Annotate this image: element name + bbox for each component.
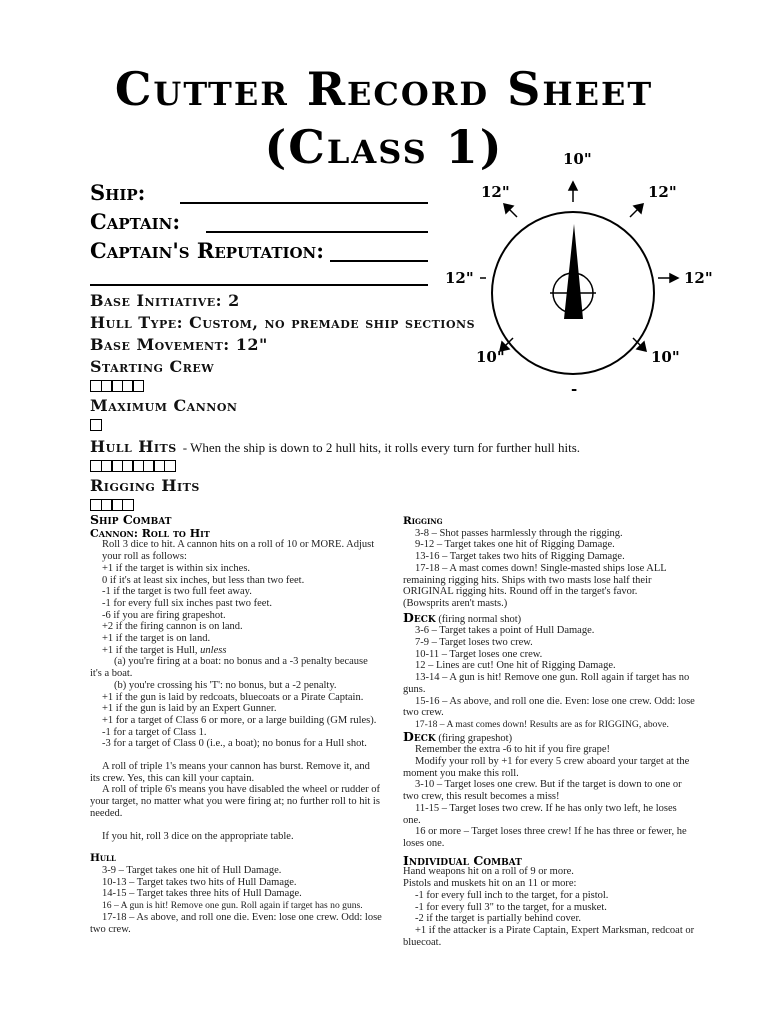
rigging-hits-label: Rigging Hits xyxy=(90,476,200,495)
modifier-line: +1 for a target of Class 6 or more, or a large building (GM rules). xyxy=(102,714,377,726)
captain-field-line[interactable] xyxy=(206,231,428,233)
starting-crew-label: Starting Crew xyxy=(90,357,215,376)
reputation-field-label: Captain's Reputation: xyxy=(90,238,325,263)
grape-result: 11-15 – Target loses two crew. If he has only two left, he loses one. xyxy=(403,802,677,826)
hull-hits-row xyxy=(90,437,580,456)
modifier-hull-line xyxy=(90,645,382,657)
deck-heading: Deck xyxy=(403,609,436,625)
deck-heading-row xyxy=(403,609,695,626)
ship-combat-heading: Ship Combat xyxy=(90,512,172,527)
compass-label-rear: - xyxy=(571,380,578,398)
modifier-line: -1 if the target is two full feet away. xyxy=(102,586,252,598)
deck-result-17-18: 17-18 – A mast comes down! Results are as for RIGGING, above. xyxy=(415,718,669,730)
grape-remember: Remember the extra -6 to hit if you fire grape! xyxy=(415,744,611,756)
extra-field-line[interactable] xyxy=(90,284,428,286)
individual-modifier: -2 if the target is partially behind cover. xyxy=(415,913,582,925)
deck-result: 10-11 – Target loses one crew. xyxy=(415,648,543,660)
grape-deck-heading: Deck xyxy=(403,728,436,744)
rigging-result-last: 17-18 – A mast comes down! Single-masted ships lose ALL remaining rigging hits. Ships with two masts lose half their ORIGINAL rigging hits. Round off in the target's favor. xyxy=(403,562,667,598)
compass-label-rear-right: 10" xyxy=(651,348,680,366)
ship-field-line[interactable] xyxy=(180,202,428,204)
page-title: Cutter Record Sheet xyxy=(114,62,654,116)
if-hit-rule: If you hit, roll 3 dice on the appropriate table. xyxy=(102,830,294,842)
modifier-sub-b: (b) you're crossing his 'T': no bonus, but a -2 penalty. xyxy=(114,679,337,691)
compass-label-front: 10" xyxy=(563,150,592,168)
modifier-sub-a: (a) you're firing at a boat: no bonus and a -3 penalty because it's a boat. xyxy=(90,656,368,680)
burst-rule: A roll of triple 1's means your cannon has burst. Remove it, and its crew. Yes, this can kill your captain. xyxy=(90,761,370,784)
grape-result: 16 or more – Target loses three crew! If he has three or fewer, he loses one. xyxy=(403,826,687,849)
deck-result: 12 – Lines are cut! One hit of Rigging Damage. xyxy=(415,660,616,672)
compass-label-right: 12" xyxy=(684,269,713,287)
maximum-cannon-track xyxy=(90,419,101,431)
hull-hits-track xyxy=(90,460,174,472)
compass-label-left: 12" xyxy=(445,269,474,287)
individual-last: +1 if the attacker is a Pirate Captain, Expert Marksman, redcoat or bluecoat. xyxy=(403,924,695,948)
starting-crew-track xyxy=(90,380,143,392)
modifier-hull-text: +1 if the target is Hull, xyxy=(102,644,198,656)
rigging-table-heading: Rigging xyxy=(403,515,443,527)
damage-tables-section xyxy=(403,516,695,948)
track-box[interactable] xyxy=(90,419,102,431)
captain-field-label: Captain: xyxy=(90,209,181,234)
modifier-line: -3 for a target of Class 0 (i.e., a boat); no bonus for a Hull shot. xyxy=(102,738,367,750)
individual-modifier: -1 for every full 3" to the target, for a musket. xyxy=(415,901,607,913)
hull-hits-label: Hull Hits xyxy=(90,437,177,456)
track-box[interactable] xyxy=(164,460,176,472)
modifier-line: +2 if the firing cannon is on land. xyxy=(102,621,243,633)
deck-result: 3-6 – Target takes a point of Hull Damage. xyxy=(415,625,595,637)
maximum-cannon-label: Maximum Cannon xyxy=(90,396,238,415)
modifier-unless-text: unless xyxy=(200,644,227,656)
track-box[interactable] xyxy=(132,380,144,392)
modifier-line: -6 if you are firing grapeshot. xyxy=(102,609,226,621)
modifier-line: +1 if the target is within six inches. xyxy=(102,562,251,574)
hull-type: Hull Type: Custom, no premade ship sections xyxy=(90,313,476,332)
deck-result: 7-9 – Target loses two crew. xyxy=(415,637,533,649)
bowsprits-note: (Bowsprits aren't masts.) xyxy=(403,597,508,609)
compass-label-front-right: 12" xyxy=(648,183,677,201)
hull-table-heading: Hull xyxy=(90,852,116,865)
wheel-rule: A roll of triple 6's means you have disabled the wheel or rudder of your target, no matter what you were firing at; no further roll to hit is needed. xyxy=(90,784,381,819)
deck-result-15-16: 15-16 – As above, and roll one die. Even: lose one crew. Odd: lose two crew. xyxy=(403,695,695,719)
hull-hits-note: - When the ship is down to 2 hull hits, it rolls every turn for further hull hits. xyxy=(182,440,581,455)
individual-combat-heading: Individual Combat xyxy=(403,852,522,868)
page-subtitle: (Class 1) xyxy=(264,120,504,174)
reputation-field-line[interactable] xyxy=(330,260,428,262)
modifier-line: -1 for every full six inches past two feet. xyxy=(102,597,272,609)
modifier-line: 0 if it's at least six inches, but less than two feet. xyxy=(102,574,305,586)
direction-arrows-icon xyxy=(480,182,678,351)
individual-modifier: -1 for every full inch to the target, for a pistol. xyxy=(415,889,609,901)
rigging-hits-track xyxy=(90,499,132,511)
base-initiative: Base Initiative: 2 xyxy=(90,291,240,310)
individual-line: Hand weapons hit on a roll of 9 or more. xyxy=(403,866,574,878)
modifier-line: +1 if the target is on land. xyxy=(102,633,211,645)
grape-heading-row xyxy=(403,728,695,745)
rigging-result: 9-12 – Target takes one hit of Rigging Damage. xyxy=(415,539,615,551)
ship-field-label: Ship: xyxy=(90,180,146,205)
base-movement: Base Movement: 12" xyxy=(90,335,268,354)
modifier-line: +1 if the gun is laid by redcoats, bluecoats or a Pirate Captain. xyxy=(102,691,364,703)
grape-heading-note: (firing grapeshot) xyxy=(438,732,513,744)
rigging-result: 3-8 – Shot passes harmlessly through the rigging. xyxy=(415,527,623,539)
rigging-result: 13-16 – Target takes two hits of Rigging Damage. xyxy=(415,551,625,563)
deck-result-13-14: 13-14 – A gun is hit! Remove one gun. Roll again if target has no guns. xyxy=(403,672,690,695)
ship-combat-section xyxy=(90,514,382,935)
hull-result: 10-13 – Target takes two hits of Hull Damage. xyxy=(102,876,297,888)
hull-result: 14-15 – Target takes three hits of Hull Damage. xyxy=(102,888,302,900)
compass-label-rear-left: 10" xyxy=(476,348,505,366)
grape-result: 3-10 – Target loses one crew. But if the target is down to one or two crew, this result becomes a miss! xyxy=(403,779,682,803)
hull-result: 3-9 – Target takes one hit of Hull Damage. xyxy=(102,864,282,876)
track-box[interactable] xyxy=(122,499,134,511)
deck-heading-note: (firing normal shot) xyxy=(438,613,522,625)
cannon-intro: Roll 3 dice to hit. A cannon hits on a roll of 10 or MORE. Adjust your roll as follows: xyxy=(102,539,375,563)
modifier-line: +1 if the gun is laid by an Expert Gunner. xyxy=(102,703,277,715)
hull-result-last: 17-18 – As above, and roll one die. Even: lose one crew. Odd: lose two crew. xyxy=(90,911,382,935)
modifier-line: -1 for a target of Class 1. xyxy=(102,726,207,738)
ship-arrow-icon xyxy=(564,224,583,319)
grape-modify: Modify your roll by +1 for every 5 crew aboard your target at the moment you make this roll. xyxy=(403,756,690,779)
cannon-heading: Cannon: Roll to Hit xyxy=(90,526,210,540)
compass-label-front-left: 12" xyxy=(481,183,510,201)
hull-result: 16 – A gun is hit! Remove one gun. Roll again if target has no guns. xyxy=(102,900,363,912)
individual-line: Pistols and muskets hit on an 11 or more: xyxy=(403,878,577,890)
